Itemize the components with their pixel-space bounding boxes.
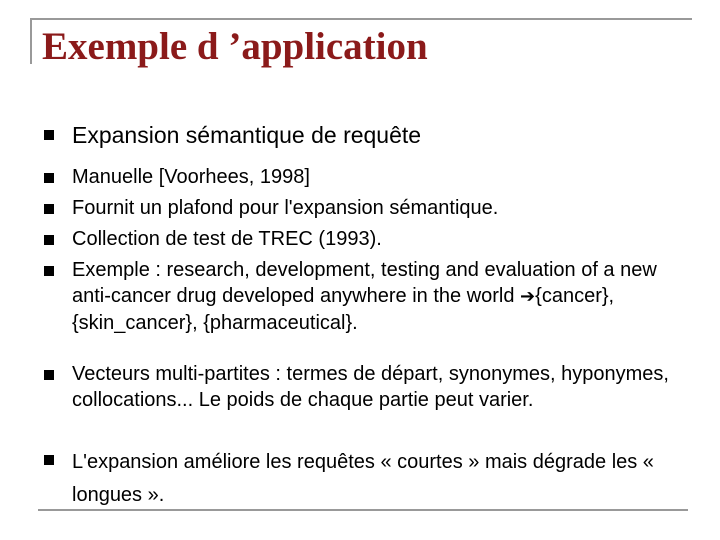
bullet-text — [72, 257, 692, 336]
frame-left-rule — [30, 18, 32, 64]
bullet-text-part: {cancer}, {skin_cancer}, {pharmaceutical}. — [72, 285, 615, 334]
square-bullet-icon — [44, 173, 54, 183]
bullet-text: Collection de test de TREC (1993). — [72, 228, 382, 250]
bullet-text: L'expansion améliore les requêtes « courtes » mais dégrade les « longues ». — [72, 451, 654, 506]
bullet-text: Manuelle [Voorhees, 1998] — [72, 166, 310, 188]
frame-top-rule — [30, 18, 692, 20]
bullet-text: Expansion sémantique de requête — [72, 122, 422, 148]
square-bullet-icon — [44, 235, 54, 245]
slide-title: Exemple d ’application — [42, 25, 428, 68]
square-bullet-icon — [44, 204, 54, 214]
right-arrow-icon: ➔ — [520, 286, 536, 307]
bullet-text: Vecteurs multi-partites : termes de départ, synonymes, hyponymes, collocations... Le poids de chaque partie peut varier. — [72, 363, 669, 411]
bullet-text-part: Exemple : research, development, testing and evaluation of a new anti-cancer drug developed anywhere in the world — [72, 259, 657, 307]
bullet-text: Fournit un plafond pour l'expansion sémantique. — [72, 197, 499, 219]
square-bullet-icon — [44, 455, 54, 465]
square-bullet-icon — [44, 130, 54, 140]
square-bullet-icon — [44, 266, 54, 276]
square-bullet-icon — [44, 370, 54, 380]
